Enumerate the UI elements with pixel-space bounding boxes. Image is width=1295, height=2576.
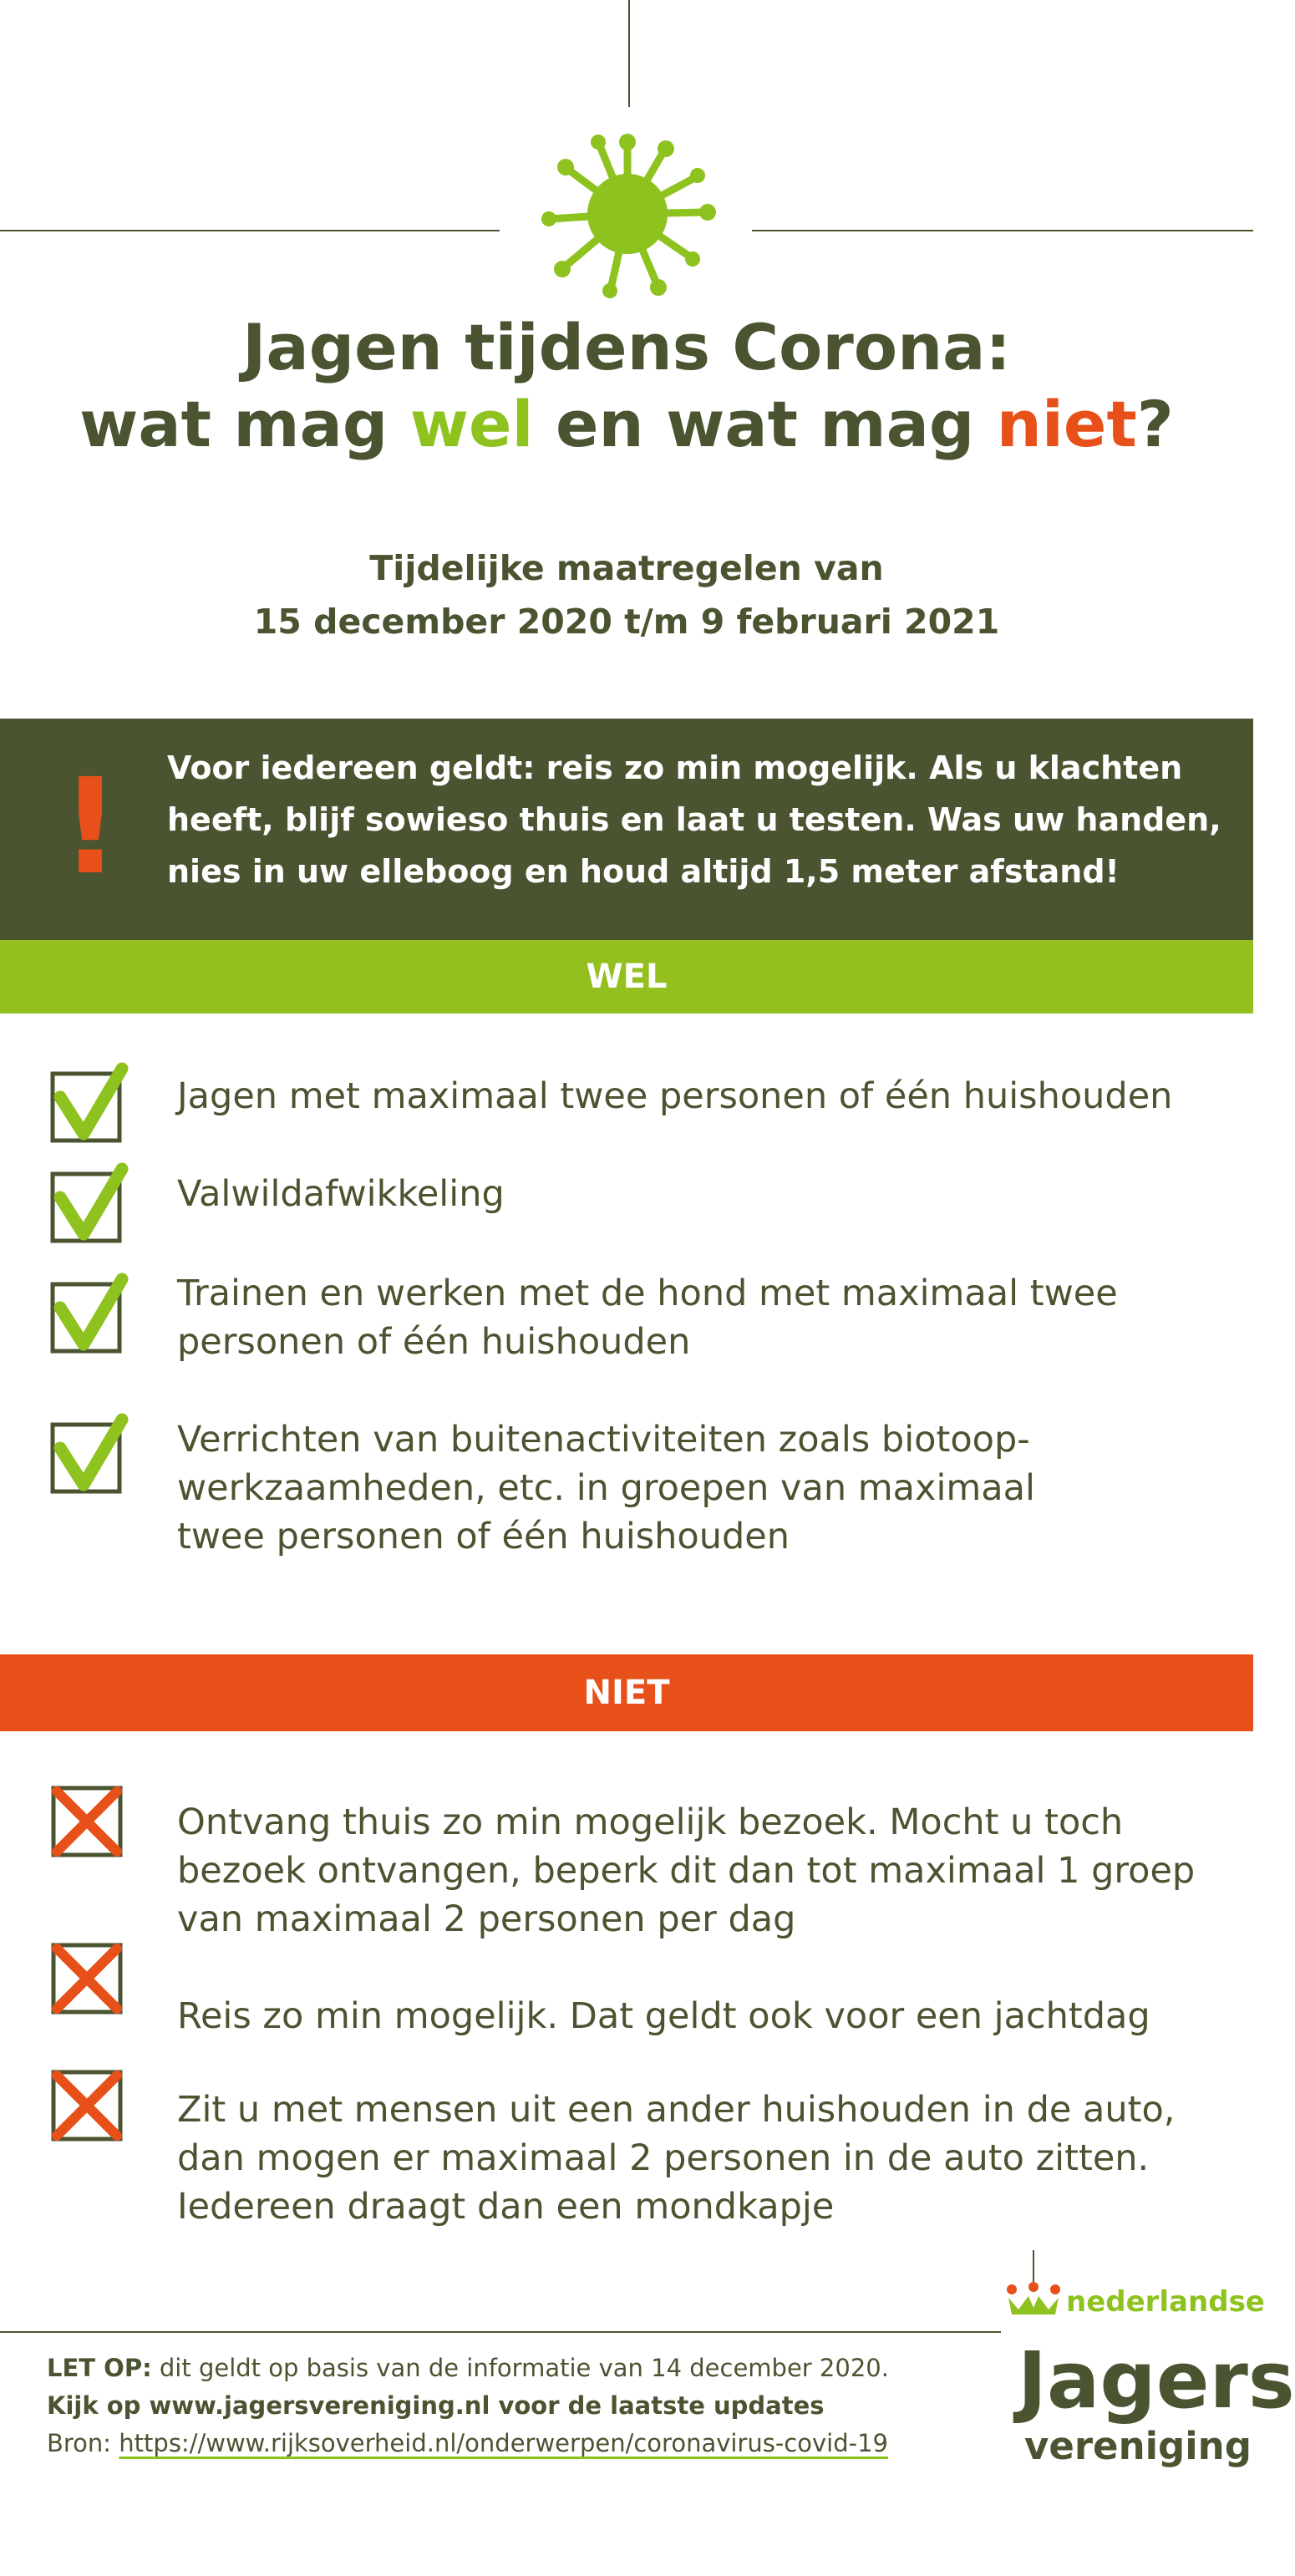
cross-icon [48, 2064, 129, 2147]
footer-text [47, 2350, 1008, 2462]
niet-item-1 [177, 1798, 1230, 1943]
wel-item-3-line-2: personen of één huishouden [177, 1321, 691, 1363]
footer-kijk-text: Kijk op www.jagersvereniging.nl voor de laatste updates [47, 2391, 825, 2420]
page-subtitle [0, 541, 1253, 648]
footer-bron-label: Bron: [47, 2429, 119, 2457]
logo-jagers: Jagers [1018, 2335, 1295, 2426]
wel-item-1-line-1: Jagen met maximaal twee personen of één huishouden [177, 1075, 1173, 1117]
wel-item-2-line-1: Valwildafwikkeling [177, 1173, 505, 1215]
notice-line-1: Voor iedereen geldt: reis zo min mogelijk. Als u klachten [167, 749, 1183, 786]
niet-item-3 [177, 2086, 1230, 2231]
title-line-2 [0, 386, 1253, 463]
title-niet-word: niet [996, 387, 1137, 461]
check-icon [48, 1064, 129, 1147]
footer-let-op-line [47, 2350, 1008, 2387]
notice-line-3: nies in uw elleboog en houd altijd 1,5 meter afstand! [167, 853, 1120, 890]
check-icon [48, 1274, 129, 1358]
niet-item-3-line-1: Zit u met mensen uit een ander huishouden in de auto, [177, 2089, 1176, 2131]
check-icon [48, 1415, 129, 1498]
niet-item-2-line-1: Reis zo min mogelijk. Dat geldt ook voor een jachtdag [177, 1995, 1150, 2037]
wel-section-header: WEL [0, 940, 1253, 1014]
niet-item-3-line-3: Iedereen draagt dan een mondkapje [177, 2186, 835, 2228]
notice-text [167, 742, 1228, 897]
wel-item-2 [177, 1170, 1230, 1218]
footer-bron-line [47, 2425, 1008, 2462]
cross-icon [48, 1937, 129, 2020]
wel-item-4-line-1: Verrichten van buitenactiviteiten zoals biotoop- [177, 1419, 1030, 1461]
title-part-b: en wat mag [533, 387, 997, 461]
exclamation-icon: ! [60, 750, 121, 904]
footer-rule [0, 2331, 1001, 2333]
virus-icon [539, 125, 716, 302]
wel-item-3-line-1: Trainen en werken met de hond met maximaal twee [177, 1273, 1118, 1314]
footer-let-op-text: dit geldt op basis van de informatie van 14 december 2020. [151, 2354, 889, 2382]
niet-item-2 [177, 1992, 1230, 2040]
header-rule-left [0, 230, 500, 231]
wel-item-1 [177, 1072, 1230, 1120]
subtitle-line-1: Tijdelijke maatregelen van [369, 548, 884, 588]
check-icon [48, 1164, 129, 1247]
crown-icon [1005, 2281, 1062, 2319]
footer-kijk-line [47, 2387, 1008, 2425]
niet-section-header: NIET [0, 1654, 1253, 1731]
logo-nederlandse: nederlandse [1066, 2285, 1265, 2319]
title-part-a: wat mag [79, 387, 410, 461]
niet-item-1-line-2: bezoek ontvangen, beperk dit dan tot maximaal 1 groep [177, 1850, 1196, 1892]
niet-item-1-line-3: van maximaal 2 personen per dag [177, 1898, 796, 1940]
page-title [0, 309, 1253, 463]
logo-vereniging: vereniging [1024, 2424, 1252, 2468]
title-part-c: ? [1136, 387, 1174, 461]
wel-item-4 [177, 1415, 1230, 1561]
wel-item-4-line-3: twee personen of één huishouden [177, 1516, 790, 1557]
wel-item-4-line-2: werkzaamheden, etc. in groepen van maximaal [177, 1467, 1035, 1509]
cross-icon [48, 1780, 129, 1863]
top-divider-line [628, 0, 630, 107]
niet-item-1-line-1: Ontvang thuis zo min mogelijk bezoek. Mocht u toch [177, 1801, 1124, 1843]
wel-item-3 [177, 1269, 1230, 1366]
niet-item-3-line-2: dan mogen er maximaal 2 personen in de auto zitten. [177, 2137, 1150, 2179]
footer-bron-link[interactable]: https://www.rijksoverheid.nl/onderwerpen/coronavirus-covid-19 [119, 2429, 888, 2457]
title-line-1: Jagen tijdens Corona: [242, 310, 1011, 384]
subtitle-line-2: 15 december 2020 t/m 9 februari 2021 [253, 602, 1000, 642]
header-rule-right [752, 230, 1253, 231]
title-wel-word: wel [409, 387, 534, 461]
notice-line-2: heeft, blijf sowieso thuis en laat u testen. Was uw handen, [167, 801, 1221, 838]
footer-let-op-label: LET OP: [47, 2354, 152, 2382]
